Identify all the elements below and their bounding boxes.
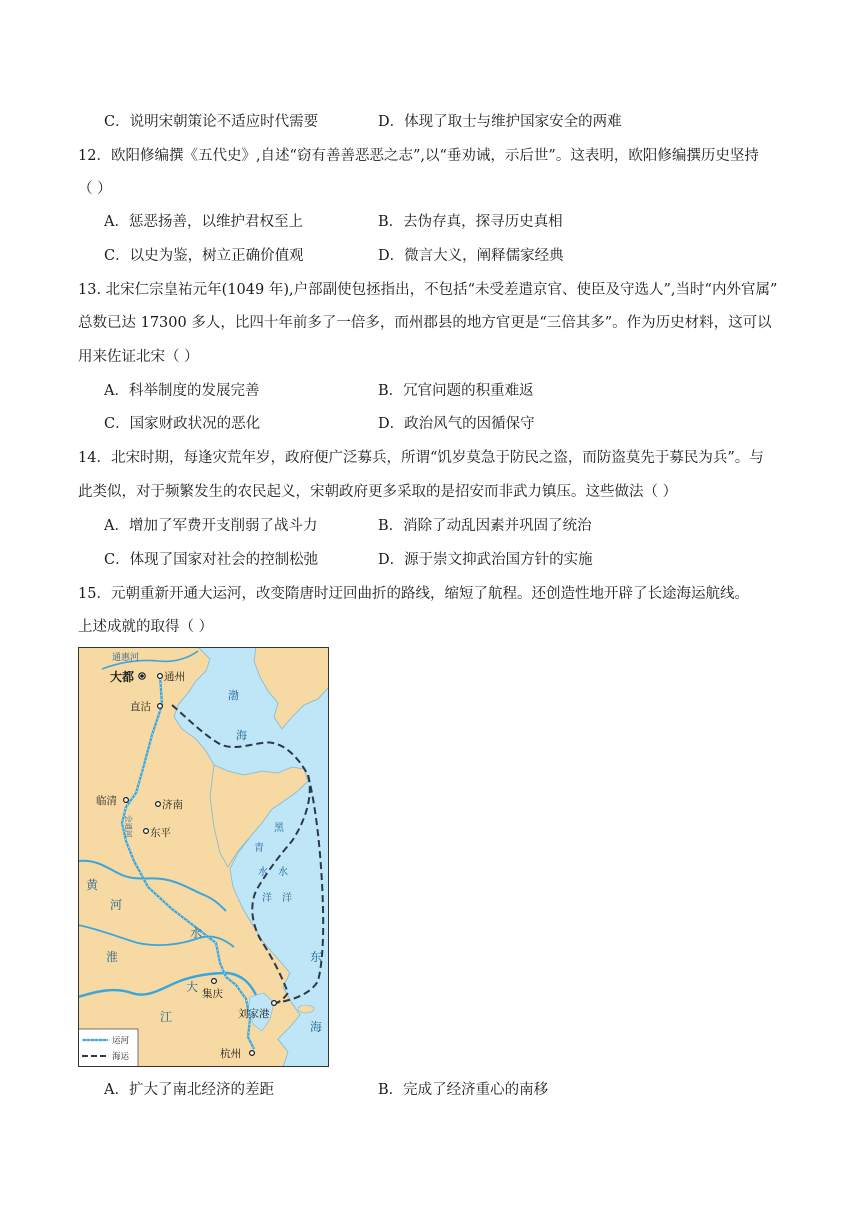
label-yang2: 洋: [282, 893, 292, 904]
label-shui-huai: 水: [190, 926, 203, 940]
q13-option-a: A．科举制度的发展完善: [104, 383, 260, 399]
q15-stem-line1: 15．元朝重新开通大运河，改变隋唐时迂回曲折的路线，缩短了航程。还创造性地开辟了长途海运航线。: [78, 586, 749, 602]
q13-stem-line1: 13. 北宋仁宗皇祐元年(1049 年),户部副使包拯指出，不包括“未受差遣京官、使臣及守选人”,当时“内外官属”: [78, 282, 778, 298]
q15-option-b: B．完成了经济重心的南移: [378, 1082, 549, 1098]
label-tonghui-he: 通惠河: [112, 653, 140, 663]
tongzhou-marker: [158, 674, 163, 679]
q12-option-c: C．以史为鉴，树立正确价值观: [104, 248, 304, 264]
q14-stem-line2: 此类似，对于频繁发生的农民起义，宋朝政府更多采取的是招安而非武力镇压。这些做法（ ）: [78, 484, 678, 500]
label-da: 大: [186, 980, 199, 994]
hangzhou-marker: [250, 1051, 255, 1056]
q14-option-d: D．源于崇文抑武治国方针的实施: [378, 552, 593, 568]
label-hangzhou: 杭州: [220, 1048, 241, 1060]
q14-option-a: A．增加了军费开支削弱了战斗力: [104, 518, 318, 534]
legend-canal-label: 运河: [112, 1036, 130, 1046]
label-jinan: 济南: [162, 799, 183, 811]
q13-option-d: D．政治风气的因循保守: [378, 416, 535, 432]
q13-stem-line3: 用来佐证北宋（ ）: [78, 349, 199, 365]
label-qing: 青: [254, 843, 264, 854]
yuan-grand-canal-map: [78, 647, 329, 1067]
label-huitong-he: 会通河: [124, 815, 133, 838]
label-zhigu: 直沽: [130, 701, 151, 713]
q15-stem-line2: 上述成就的取得（ ）: [78, 619, 214, 635]
label-hei: 黑: [274, 823, 284, 834]
label-shui1: 水: [258, 867, 268, 878]
label-dong: 东: [310, 950, 323, 964]
dongping-marker: [144, 829, 149, 834]
q12-option-d: D．微言大义，阐释儒家经典: [378, 248, 564, 264]
jinan-marker: [156, 802, 161, 807]
q15-option-a: A．扩大了南北经济的差距: [104, 1082, 274, 1098]
label-hai-east: 海: [310, 1020, 323, 1034]
zhigu-marker: [158, 704, 163, 709]
q14-stem-line1: 14．北宋时期，每逢灾荒年岁，政府便广泛募兵，所谓“饥岁莫急于防民之盗，而防盗莫先于募民为兵”。与: [78, 450, 764, 466]
label-he: 河: [110, 898, 123, 912]
dadu-marker-center: [141, 675, 143, 677]
jiqing-marker: [212, 979, 217, 984]
label-shui2: 水: [278, 867, 288, 878]
q14-option-b: B．消除了动乱因素并巩固了统治: [378, 518, 592, 534]
q12-option-a: A．惩恶扬善，以维护君权至上: [104, 214, 303, 230]
label-jiang: 江: [160, 1010, 173, 1024]
label-linqing: 临清: [96, 795, 117, 807]
legend-sea-label: 海运: [112, 1052, 130, 1062]
label-dongping: 东平: [150, 827, 171, 839]
label-hai-bohai: 海: [236, 729, 247, 742]
map-legend: [78, 1029, 138, 1067]
liujiagang-marker: [272, 1001, 277, 1006]
label-jiqing: 集庆: [202, 988, 223, 1000]
q11-option-c: C．说明宋朝策论不适应时代需要: [104, 114, 319, 130]
q13-option-c: C．国家财政状况的恶化: [104, 416, 261, 432]
label-huang: 黄: [86, 878, 99, 892]
q12-option-b: B．去伪存真，探寻历史真相: [378, 214, 563, 230]
label-huai: 淮: [106, 950, 119, 964]
q11-option-d: D．体现了取士与维护国家安全的两难: [378, 114, 622, 130]
label-bo: 渤: [228, 689, 239, 702]
map-island: [298, 1005, 314, 1013]
q14-option-c: C．体现了国家对社会的控制松弛: [104, 552, 319, 568]
q12-stem-line2: （ ）: [78, 181, 112, 197]
linqing-marker: [124, 798, 129, 803]
q13-stem-line2: 总数已达 17300 多人，比四十年前多了一倍多，而州郡县的地方官更是“三倍其多”。作为历史材料，这可以: [78, 315, 772, 331]
label-liujiagang: 刘家港: [238, 1008, 270, 1020]
label-tongzhou: 通州: [164, 671, 185, 683]
q12-stem-line1: 12．欧阳修编撰《五代史》,自述“窃有善善恶恶之志”,以“垂劝诫，示后世”。这表明，欧阳修编撰历史坚持: [78, 148, 759, 164]
label-dadu: 大都: [110, 670, 135, 684]
label-yang1: 洋: [262, 893, 272, 904]
q13-option-b: B．冗官问题的积重难返: [378, 383, 534, 399]
